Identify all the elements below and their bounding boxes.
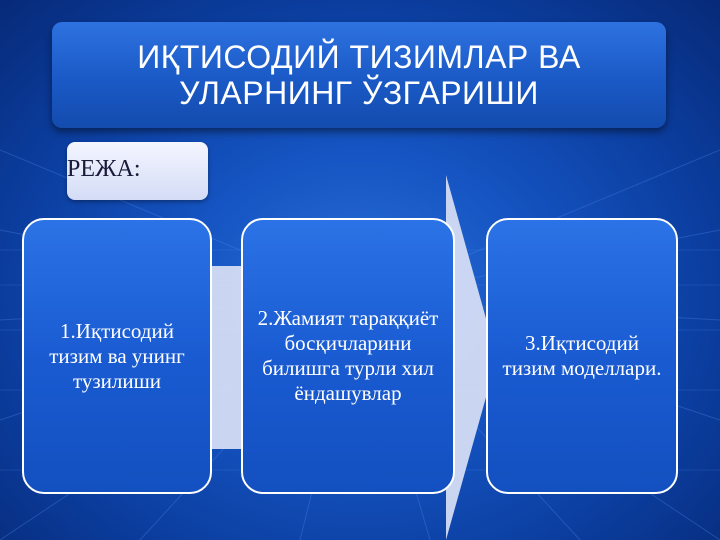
step-card-2 bbox=[241, 218, 455, 494]
plan-label: РЕЖА: bbox=[67, 156, 141, 182]
slide-title: ИҚТИСОДИЙ ТИЗИМЛАР ВА УЛАРНИНГ ЎЗГАРИШИ bbox=[137, 39, 581, 111]
step-card-2-text: 2.Жамият тараққиёт босқичларини билишга турли хил ёндашувлар bbox=[257, 306, 439, 405]
step-card-1-text: 1.Иқтисодий тизим ва унинг тузилиши bbox=[49, 318, 185, 393]
step-card-3 bbox=[486, 218, 678, 494]
step-card-1 bbox=[22, 218, 212, 494]
step-card-3-text: 3.Иқтисодий тизим моделлари. bbox=[502, 331, 662, 380]
